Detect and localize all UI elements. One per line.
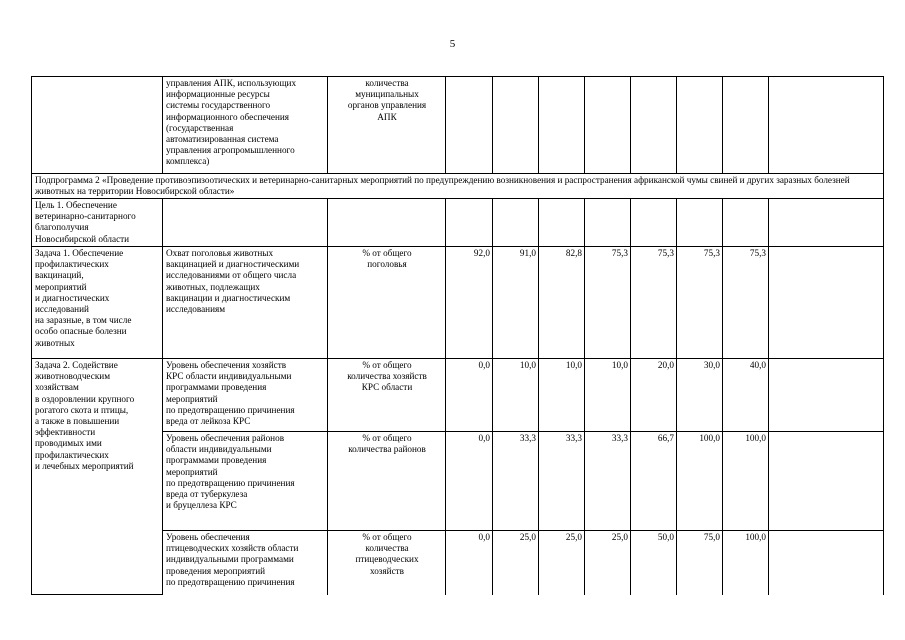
value-cell — [539, 199, 585, 247]
value-cell: 75,3 — [723, 247, 769, 359]
table-row — [32, 199, 884, 247]
value-cell: 50,0 — [631, 531, 677, 595]
goal-cell: Цель 1. Обеспечение ветеринарно-санитарного благополучия Новосибирской области — [32, 199, 163, 247]
page-number: 5 — [449, 38, 456, 50]
table-row — [32, 247, 884, 359]
value-cell — [493, 199, 539, 247]
indicator-cell: Уровень обеспечения птицеводческих хозяйств области индивидуальными программами проведения мероприятий по предотвращению причинения — [163, 531, 328, 595]
value-cell: 75,0 — [677, 531, 723, 595]
value-cell: 30,0 — [677, 359, 723, 432]
value-cell — [677, 199, 723, 247]
value-cell: 82,8 — [539, 247, 585, 359]
value-cell: 75,3 — [677, 247, 723, 359]
goal-cell: Задача 2. Содействие животноводческим хозяйствам в оздоровлении крупного рогатого скота и птицы, а также в повышении эффективности проводимых ими профилактических и лечебных мероприятий — [32, 359, 163, 595]
note-cell — [769, 247, 884, 359]
value-cell — [677, 77, 723, 174]
unit-cell: % от общего количества птицеводческих хозяйств — [328, 531, 446, 595]
unit-cell: % от общего количества районов — [328, 432, 446, 531]
value-cell — [723, 77, 769, 174]
value-cell: 10,0 — [585, 359, 631, 432]
value-cell: 20,0 — [631, 359, 677, 432]
indicator-cell: управления АПК, использующих информационные ресурсы системы государственного информационного обеспечения (государственная автоматизированная система управления агропромышленного комплекса) — [163, 77, 328, 174]
goal-cell: Задача 1. Обеспечение профилактических вакцинаций, мероприятий и диагностических исследований на заразные, в том числе особо опасные болезни животных — [32, 247, 163, 359]
value-cell: 33,3 — [539, 432, 585, 531]
value-cell: 100,0 — [723, 531, 769, 595]
subprogram-title: Подпрограмма 2 «Проведение противоэпизоотических и ветеринарно-санитарных мероприятий по предупреждению возникновения и распространения африканской чумы свиней и других заразных болезней животных на территории Новосибирской области» — [32, 174, 884, 199]
indicator-cell — [163, 199, 328, 247]
value-cell: 92,0 — [446, 247, 493, 359]
note-cell — [769, 359, 884, 432]
table-row — [32, 77, 884, 174]
value-cell: 75,3 — [585, 247, 631, 359]
value-cell: 0,0 — [446, 432, 493, 531]
indicator-cell: Уровень обеспечения районов области индивидуальными программами проведения мероприятий по предотвращению причинения вреда от туберкулеза и бруцеллеза КРС — [163, 432, 328, 531]
value-cell: 0,0 — [446, 359, 493, 432]
value-cell: 100,0 — [723, 432, 769, 531]
value-cell: 10,0 — [493, 359, 539, 432]
indicator-cell: Охват поголовья животных вакцинацией и диагностическими исследованиями от общего числа животных, подлежащих вакцинации и диагностическим исследованиям — [163, 247, 328, 359]
note-cell — [769, 199, 884, 247]
value-cell: 0,0 — [446, 531, 493, 595]
value-cell — [446, 77, 493, 174]
value-cell — [493, 77, 539, 174]
unit-cell: % от общего количества хозяйств КРС области — [328, 359, 446, 432]
value-cell: 25,0 — [539, 531, 585, 595]
note-cell — [769, 432, 884, 531]
value-cell: 75,3 — [631, 247, 677, 359]
unit-cell — [328, 199, 446, 247]
indicators-table — [31, 76, 884, 595]
indicator-cell: Уровень обеспечения хозяйств КРС области индивидуальными программами проведения мероприятий по предотвращению причинения вреда от лейкоза КРС — [163, 359, 328, 432]
value-cell — [539, 77, 585, 174]
unit-cell: % от общего поголовья — [328, 247, 446, 359]
value-cell: 100,0 — [677, 432, 723, 531]
value-cell — [631, 199, 677, 247]
value-cell: 25,0 — [585, 531, 631, 595]
value-cell: 10,0 — [539, 359, 585, 432]
value-cell: 40,0 — [723, 359, 769, 432]
value-cell — [631, 77, 677, 174]
value-cell: 91,0 — [493, 247, 539, 359]
unit-cell: количества муниципальных органов управления АПК — [328, 77, 446, 174]
value-cell — [585, 77, 631, 174]
value-cell — [446, 199, 493, 247]
value-cell: 66,7 — [631, 432, 677, 531]
value-cell — [723, 199, 769, 247]
note-cell — [769, 77, 884, 174]
value-cell: 25,0 — [493, 531, 539, 595]
subprogram-row — [32, 174, 884, 199]
value-cell: 33,3 — [493, 432, 539, 531]
table-row — [32, 359, 884, 432]
value-cell — [585, 199, 631, 247]
goal-cell — [32, 77, 163, 174]
value-cell: 33,3 — [585, 432, 631, 531]
note-cell — [769, 531, 884, 595]
